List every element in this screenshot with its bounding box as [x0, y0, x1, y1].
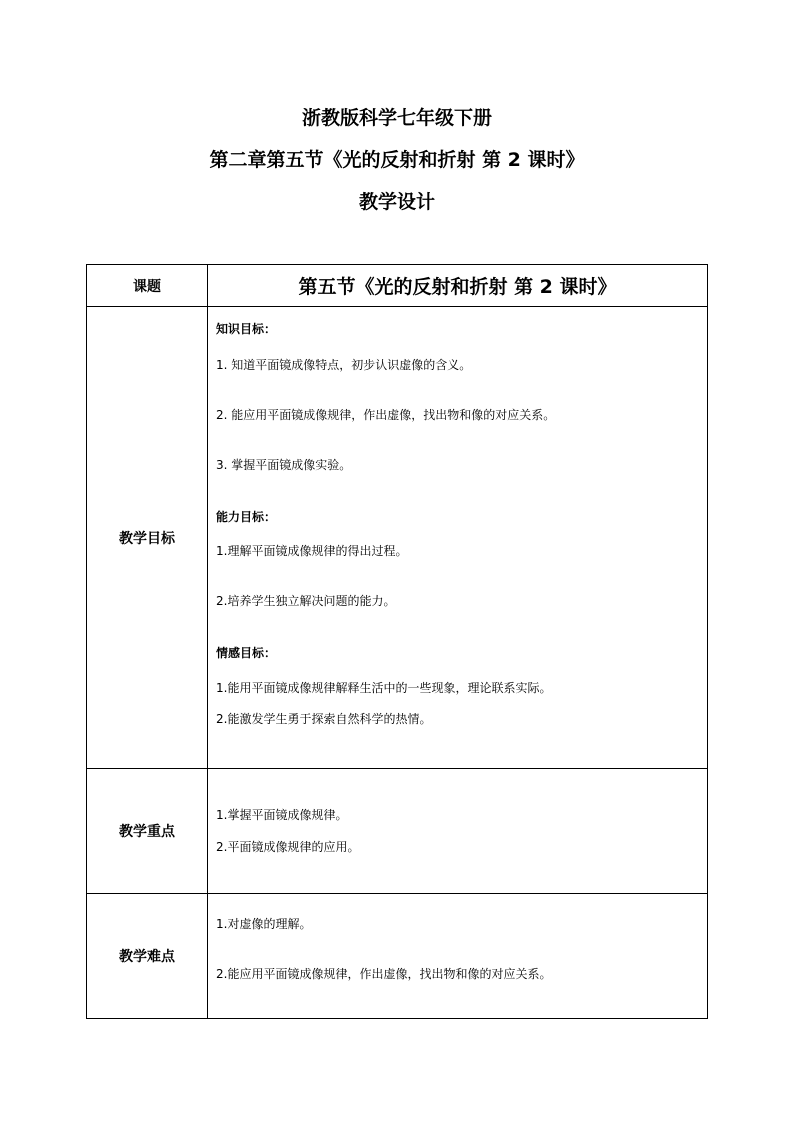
- emotion-item: 2.能激发学生勇于探索自然科学的热情。: [216, 712, 432, 726]
- objectives-content: [208, 307, 708, 769]
- key-points-content: [208, 769, 708, 894]
- emotion-heading: 情感目标：: [216, 646, 277, 660]
- document-subtitle: 第二章第五节《光的反射和折射 第 2 课时》: [209, 149, 585, 171]
- difficulty-item: 1.对虚像的理解。: [216, 917, 312, 931]
- topic-label: 课题: [87, 265, 208, 307]
- lesson-plan-table: [86, 264, 708, 1019]
- difficulties-row: [87, 894, 708, 1019]
- knowledge-heading: 知识目标：: [216, 322, 277, 336]
- emotion-item: 1.能用平面镜成像规律解释生活中的一些现象，理论联系实际。: [216, 681, 552, 695]
- ability-item: 1.理解平面镜成像规律的得出过程。: [216, 544, 408, 558]
- objectives-row: [87, 307, 708, 769]
- difficulty-item: 2.能应用平面镜成像规律，作出虚像，找出物和像的对应关系。: [216, 967, 552, 981]
- ability-item: 2.培养学生独立解决问题的能力。: [216, 594, 396, 608]
- difficulties-content: [208, 894, 708, 1019]
- key-point-item: 1.掌握平面镜成像规律。: [216, 808, 348, 822]
- difficulties-label: 教学难点: [87, 894, 208, 1019]
- ability-heading: 能力目标：: [216, 510, 277, 524]
- key-points-row: [87, 769, 708, 894]
- topic-row: [87, 265, 708, 307]
- topic-value: 第五节《光的反射和折射 第 2 课时》: [208, 265, 708, 307]
- key-points-label: 教学重点: [87, 769, 208, 894]
- document-title: 浙教版科学七年级下册: [301, 107, 492, 129]
- objectives-label: 教学目标: [87, 307, 208, 769]
- key-point-item: 2.平面镜成像规律的应用。: [216, 840, 360, 854]
- knowledge-item: 1. 知道平面镜成像特点，初步认识虚像的含义。: [216, 358, 472, 372]
- knowledge-item: 3. 掌握平面镜成像实验。: [216, 458, 352, 472]
- knowledge-item: 2. 能应用平面镜成像规律，作出虚像，找出物和像的对应关系。: [216, 408, 556, 422]
- document-type: 教学设计: [358, 191, 435, 213]
